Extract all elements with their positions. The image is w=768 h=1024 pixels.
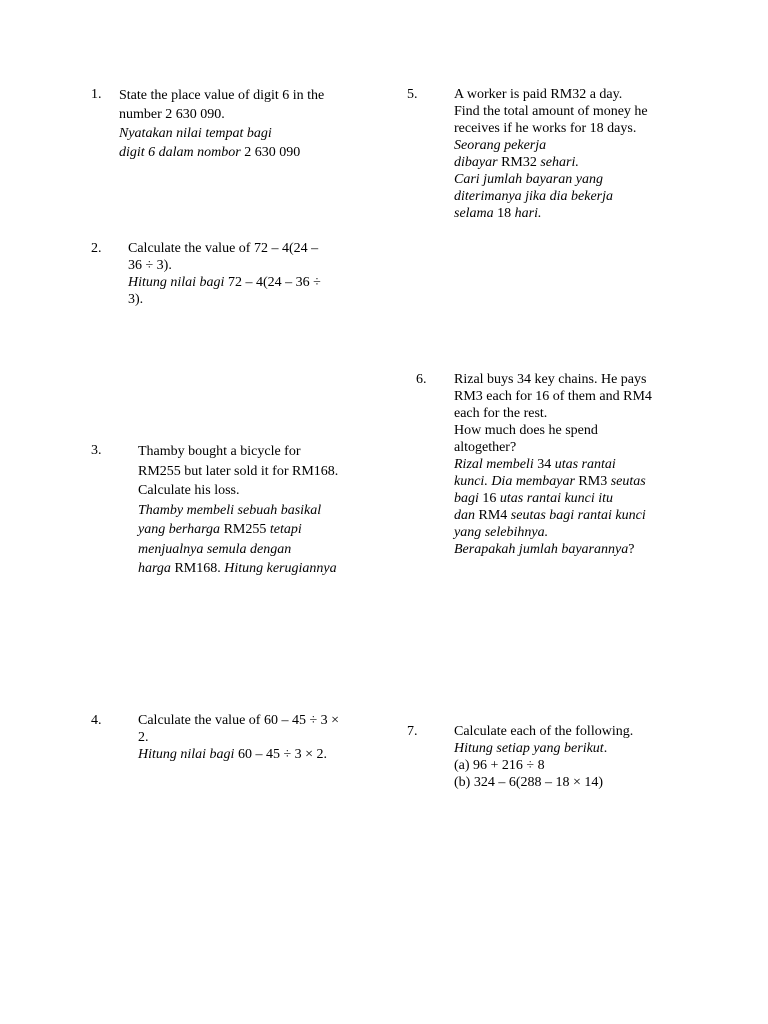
text-segment: yang selebihnya. <box>454 525 549 540</box>
text-segment: dibayar <box>454 155 502 170</box>
text-segment: Thamby membeli sebuah basikal <box>138 502 322 518</box>
text-segment: RM32 <box>501 155 541 170</box>
question-number: 6. <box>416 372 427 387</box>
text-segment: harga <box>138 561 175 576</box>
question-line <box>138 462 338 482</box>
question-line <box>138 442 338 462</box>
question-number: 4. <box>91 713 102 728</box>
question-line <box>128 274 321 291</box>
question-line <box>454 524 652 541</box>
text-segment: Seorang pekerja <box>454 138 547 153</box>
text-segment: each for the rest. <box>454 406 548 421</box>
text-segment: receives if he works for 18 days. <box>454 121 637 136</box>
question-line <box>138 520 338 540</box>
text-segment: Find the total amount of money he <box>454 104 648 119</box>
text-segment: Rizal buys 34 key chains. He pays <box>454 372 647 387</box>
text-segment: utas rantai <box>554 457 616 472</box>
question-line <box>119 86 324 105</box>
question-line <box>454 86 648 103</box>
question-line <box>454 388 652 405</box>
text-segment: Hitung kerugiannya <box>224 561 337 576</box>
text-segment: State the place value of digit 6 in the <box>119 88 325 103</box>
text-segment: 36 ÷ 3). <box>128 258 172 273</box>
question-line <box>138 501 338 521</box>
question-line <box>138 712 339 729</box>
text-segment: seutas bagi rantai kunci <box>510 508 646 523</box>
question-line <box>454 490 652 507</box>
text-segment: Hitung nilai bagi <box>138 747 238 762</box>
text-segment: Thamby bought a bicycle for <box>138 444 301 459</box>
text-segment: dan <box>454 508 479 523</box>
text-segment: RM3 <box>578 474 611 489</box>
text-segment: Calculate the value of 72 – 4(24 – <box>128 241 319 256</box>
question-line <box>454 740 633 757</box>
question-text <box>119 86 324 162</box>
text-segment: RM255 <box>223 522 270 537</box>
text-segment: sehari. <box>540 155 579 170</box>
question-text <box>138 442 338 579</box>
question-text <box>454 371 652 558</box>
text-segment: 16 <box>482 491 500 506</box>
question-number: 7. <box>407 724 418 739</box>
question-line <box>454 774 633 791</box>
question-line <box>138 746 339 763</box>
text-segment: 2 630 090 <box>244 145 301 160</box>
question-number: 2. <box>91 241 102 256</box>
text-segment: number 2 630 090. <box>119 107 225 122</box>
text-segment: Hitung setiap yang berikut <box>454 741 604 756</box>
question-line <box>454 103 648 120</box>
text-segment: RM3 each for 16 of them and RM4 <box>454 389 652 404</box>
question-line <box>454 137 648 154</box>
question-text <box>138 712 339 763</box>
text-segment: Rizal membeli <box>454 457 538 472</box>
question-line <box>138 729 339 746</box>
question-line <box>138 559 338 579</box>
question-line <box>454 473 652 490</box>
text-segment: 34 <box>537 457 555 472</box>
text-segment: (b) 324 – 6(288 – 18 × 14) <box>454 775 604 790</box>
question-line <box>454 205 648 222</box>
question-text <box>454 86 648 222</box>
question-line <box>454 456 652 473</box>
text-segment: Hitung nilai bagi <box>128 275 228 290</box>
question-line <box>454 723 633 740</box>
question-number: 1. <box>91 87 102 102</box>
question-line <box>119 124 324 143</box>
question-line <box>128 240 321 257</box>
text-segment: A worker is paid RM32 a day. <box>454 87 623 102</box>
question-line <box>454 120 648 137</box>
question-line <box>454 541 652 558</box>
text-segment: RM4 <box>478 508 511 523</box>
text-segment: seutas <box>610 474 646 489</box>
text-segment: Nyatakan nilai tempat bagi <box>119 126 272 141</box>
question-line <box>119 143 324 162</box>
text-segment: 18 <box>497 206 515 221</box>
text-segment: 60 – 45 ÷ 3 × 2. <box>237 747 328 762</box>
question-text <box>128 240 321 308</box>
question-line <box>454 405 652 422</box>
question-line <box>119 105 324 124</box>
text-segment: kunci. Dia membayar <box>454 474 579 489</box>
text-segment: Calculate the value of 60 – 45 ÷ 3 × <box>138 713 340 728</box>
text-segment: altogether? <box>454 440 517 455</box>
text-segment: hari. <box>514 206 542 221</box>
text-segment: bagi <box>454 491 483 506</box>
question-line <box>138 481 338 501</box>
text-segment: selama <box>454 206 498 221</box>
text-segment: Calculate each of the following. <box>454 724 634 739</box>
text-segment: 2. <box>138 730 149 745</box>
question-line <box>128 257 321 274</box>
question-line <box>454 154 648 171</box>
question-line <box>454 507 652 524</box>
text-segment: tetapi <box>269 522 302 537</box>
text-segment: diterimanya jika dia bekerja <box>454 189 614 204</box>
question-number: 5. <box>407 87 418 102</box>
question-line <box>454 439 652 456</box>
text-segment: menjualnya semula dengan <box>138 541 292 557</box>
text-segment: (a) 96 + 216 ÷ 8 <box>454 758 545 773</box>
text-segment: How much does he spend <box>454 423 598 438</box>
text-segment: 3). <box>128 292 144 307</box>
question-text <box>454 723 633 791</box>
text-segment: Cari jumlah bayaran yang <box>454 172 603 187</box>
question-line <box>138 540 338 560</box>
question-line <box>454 171 648 188</box>
question-line <box>454 371 652 388</box>
text-segment: ? <box>628 542 635 557</box>
text-segment: digit 6 dalam nombor <box>119 145 245 160</box>
text-segment: Calculate his loss. <box>138 483 240 498</box>
text-segment: 72 – 4(24 – 36 ÷ <box>227 275 321 290</box>
text-segment: utas rantai kunci itu <box>499 491 614 506</box>
text-segment: . <box>603 741 608 756</box>
text-segment: RM168. <box>174 561 225 576</box>
question-line <box>454 422 652 439</box>
text-segment: Berapakah jumlah bayarannya <box>454 542 629 557</box>
question-number: 3. <box>91 443 102 458</box>
question-line <box>454 188 648 205</box>
text-segment: yang berharga <box>138 522 224 537</box>
question-line <box>454 757 633 774</box>
text-segment: RM255 but later sold it for RM168. <box>138 463 339 479</box>
question-line <box>128 291 321 308</box>
